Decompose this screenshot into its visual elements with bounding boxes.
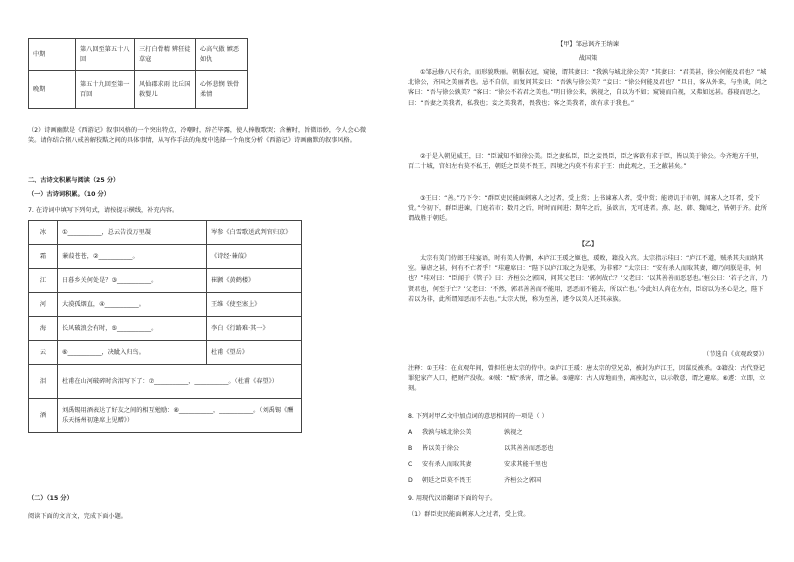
jia-para-3: ③王曰：“善。”乃下令：“群臣吏民能面刺寡人之过者，受上赏；上书谏寡人者，受中赏；能谤讥于市朝，闻寡人之耳者，受下赏。”令初下，群臣进谏，门庭若市；数月之后，时时而间进；期年之后，虽欲言，无可进者。燕、赵、韩、魏闻之，皆朝于齐。此所谓战胜于朝廷。	[408, 195, 767, 223]
question-9-1: （1）群臣吏民能面刺寡人之过者，受上赏。	[408, 511, 530, 518]
option-left: 朝廷之臣莫不畏王	[422, 477, 472, 484]
event-cell: 风仙郡求雨 比丘国救婴儿	[135, 71, 196, 109]
key-cell: 云	[29, 341, 58, 365]
table-row	[29, 365, 302, 399]
table-row	[29, 317, 302, 341]
key-cell: 霜	[29, 245, 58, 269]
option-right: 安求其能千里也	[504, 461, 548, 468]
jia-para-1: ①邹忌修八尺有余，而形貌昳丽。朝服衣冠，窥镜，谓其妻曰：“我孰与城北徐公美？”其妻曰：“君美甚，徐公何能及君也？”城北徐公，齐国之美丽者也。忌不自信，而复问其妾曰：“吾孰与徐公美？”妾曰：“徐公何能及君也？”旦日，客从外来，与坐谈，问之客曰：“吾与徐公孰美？”客曰：“徐公不若君之美也。”明日徐公来，孰视之，自以为不如；窥镜而自视，又弗如远甚。暮寝而思之，曰：“吾妻之美我者，私我也；妾之美我者，畏我也；客之美我者，欲有求于我也。”	[408, 69, 768, 107]
trait-cell: 心怀悲悯 铁骨柔情	[196, 71, 248, 109]
event-cell: 三打白骨精 辨狂徒草寇	[135, 39, 196, 71]
question-8: 8. 下列对甲乙文中加点词的意思相同的一项是（ ）	[408, 413, 548, 420]
trait-cell: 心高气傲 嫉恶如仇	[196, 39, 248, 71]
line-cell: 刘禹锡用酒表达了好友之间的相互勉励：⑧___________，___________。（刘禹锡《酬乐天扬州初逢席上见赠》）	[58, 399, 302, 433]
key-cell: 河	[29, 293, 58, 317]
source-cell: 《诗经·蒹葭》	[207, 245, 302, 269]
jia-source: 战国策	[578, 55, 598, 62]
key-cell: 泪	[29, 365, 58, 399]
table-row	[29, 39, 248, 71]
yi-para: 太宗有美门侍郎王珪宴语，时有美人侍侧，本庐江王瑗之姬也，瑗败，籍没入宫。太宗指示珪曰：“庐江不道，贼杀其夫而纳其室。暴虐之甚，何有不亡者乎！”珪避席曰：“陛下以庐江取之为是邪，为非邪？”太宗曰：“安有杀人而取其妻，卿乃问朕是非，何也？”珪对曰：“臣闻于《管子》曰：齐桓公之郭国，问其父老曰：‘郭何故亡？’父老曰：‘以其善善而恶恶也。’桓公曰：‘若子之言，乃贤君也，何至于亡？’父老曰：‘不然，郭君善善而不能用，恶恶而不能去，所以亡也。’今此妇人尚在左右，臣窃以为圣心是之，陛下若以为非，此所谓知恶而不去也。”太宗大悦，称为至善，遽令以美人还其亲族。	[408, 255, 768, 303]
chapters-cell: 第五十九回至第一百回	[76, 71, 135, 109]
notes: 注释：①王珪：在贞观年间，曾担任唐太宗的侍中。②庐江王瑗：唐太宗的堂兄弟，被封为庐江王，因谋反被杀。③籍没：古代登记罪犯家产人口，把财产没收。④贼：“贼”杀害，谓之暴。⑤避席：古人席地而坐，离座起立，以示敬意，谓之避席。⑥遽：立即，立刻。	[408, 365, 766, 393]
table-row	[29, 221, 302, 245]
line-cell: ①___________，总云告没万里凝	[58, 221, 207, 245]
line-cell: 杜甫在山河破碎时含泪写下了：⑦___________，___________。（杜甫《春望》）	[58, 365, 302, 399]
jia-heading: 【甲】邹忌讽齐王纳谏	[557, 41, 619, 48]
option-left: 皆以美于徐公	[422, 445, 460, 452]
source-cell: 崔颢《黄鹤楼》	[207, 269, 302, 293]
option-left: 我孰与城北徐公美	[422, 429, 472, 436]
line-cell: 日暮乡关何处是？③___________。	[58, 269, 207, 293]
table-row	[29, 269, 302, 293]
stage-cell: 晚期	[29, 71, 76, 109]
key-cell: 海	[29, 317, 58, 341]
yi-heading: 【乙】	[578, 241, 598, 248]
table-row	[29, 245, 302, 269]
source-cell: 王维《使至塞上》	[207, 293, 302, 317]
option-label: D	[408, 477, 413, 484]
table-row	[29, 71, 248, 109]
line-cell: ⑥___________，决眦入归鸟。	[58, 341, 207, 365]
key-cell: 酒	[29, 399, 58, 433]
option-left: 安有杀人而取其妻	[422, 461, 472, 468]
option-right: 孰视之	[504, 429, 523, 436]
key-cell: 江	[29, 269, 58, 293]
line-cell: 长风破浪会有时，⑤___________。	[58, 317, 207, 341]
option-label: C	[408, 461, 413, 468]
poem-table	[28, 220, 302, 433]
table-row	[29, 293, 302, 317]
source-cell: 杜甫《望岳》	[207, 341, 302, 365]
table-row	[29, 341, 302, 365]
source-cell: 李白《行路难·其一》	[207, 317, 302, 341]
source-cell: 岑参《白雪歌送武判官归京》	[207, 221, 302, 245]
top-table	[28, 38, 248, 109]
question-2: （2）诗画幽默是《西游记》叙事风格的一个突出特点，冷嘲时，辞芒毕露，使人捧腹歌哭；含蓄时，旨微语妙，令人会心微笑。请你结合猪八戒善解狡黠之间的具体事情，从写作手法的角度中选择一个角度分析《西游记》诗画幽默的叙事风格。	[28, 127, 367, 145]
option-label: A	[408, 429, 413, 436]
line-cell: 大漠孤烟直，④___________。	[58, 293, 207, 317]
line-cell: 蒹葭苍苍，②___________。	[58, 245, 207, 269]
chapters-cell: 第八回至第五十八回	[76, 39, 135, 71]
question-7: 7. 在诗词中填写下列句式，请按提示横线，补充内容。	[28, 207, 179, 214]
sub-1-title: （一）古诗词积累。（10 分）	[28, 191, 110, 198]
stage-cell: 中期	[29, 39, 76, 71]
option-right: 以其善善而恶恶也	[504, 445, 554, 452]
key-cell: 冰	[29, 221, 58, 245]
option-label: B	[408, 445, 413, 452]
section-2-title: 二、古诗文积累与阅读（25 分）	[28, 177, 120, 184]
sub-2-title: （二）（15 分）	[28, 495, 73, 502]
question-9: 9. 用现代汉语翻译下面的句子。	[408, 495, 497, 502]
sub-2-text: 阅读下面的文言文，完成下面小题。	[28, 513, 127, 520]
table-row	[29, 399, 302, 433]
option-right: 齐桓公之郭国	[504, 477, 542, 484]
jia-para-2: ②于是入朝见威王，曰：“臣诚知不如徐公美。臣之妻私臣，臣之妾畏臣，臣之客欲有求于臣，皆以美于徐公。今齐地方千里，百二十城，宫妇左右莫不私王，朝廷之臣莫不畏王，四境之内莫不有求于王：由此观之，王之蔽甚矣。”	[408, 153, 763, 171]
yi-source: （节选自《贞观政要》）	[703, 351, 768, 358]
